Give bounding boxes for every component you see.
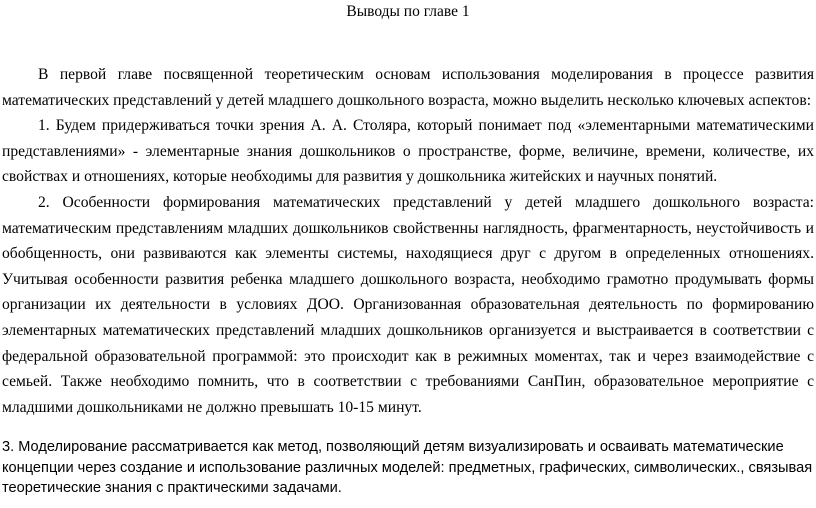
paragraph-point-3: 3. Моделирование рассматривается как метод, позволяющий детям визуализировать и осваивать математические концепции через создание и использование различных моделей: предметных, графических, символических., связывая теоретические знания с практическими задачами. xyxy=(2,439,813,496)
document-body xyxy=(2,62,814,420)
paragraph-intro: В первой главе посвященной теоретическим основам использования моделирования в процессе развития математических представлений у детей младшего дошкольного возраста, можно выделить несколько ключевых аспектов: xyxy=(2,66,814,109)
paragraph-point-1: 1. Будем придерживаться точки зрения А. А. Столяра, который понимает под «элементарными математическими представлениями» - элементарные знания дошкольников о пространстве, форме, величине, времени, количестве, их свойствах и отношениях, которые необходимы для развития у дошкольника житейских и научных понятий. xyxy=(2,117,814,186)
document-title: Выводы по главе 1 xyxy=(346,3,470,20)
paragraph-point-2: 2. Особенности формирования математических представлений у детей младшего дошкольного возраста: математическим представлениям младших дошкольников свойственны наглядность, фрагментарность, неустойчивость и обобщенность, они развиваются как элементы системы, находящиеся друг с другом в определенных отношениях. Учитывая особенности развития ребенка младшего дошкольного возраста, необходимо грамотно продумывать формы организации их деятельности в условиях ДОО. Организованная образовательная деятельность по формированию элементарных математических представлений младших дошкольников организуется и выстраивается в соответствии с федеральной образовательной программой: это происходит как в режимных моментах, так и через взаимодействие с семьей. Также необходимо помнить, что в соответствии с требованиями СанПин, образовательное мероприятие с младшими дошкольниками не должно превышать 10-15 минут. xyxy=(2,193,814,416)
